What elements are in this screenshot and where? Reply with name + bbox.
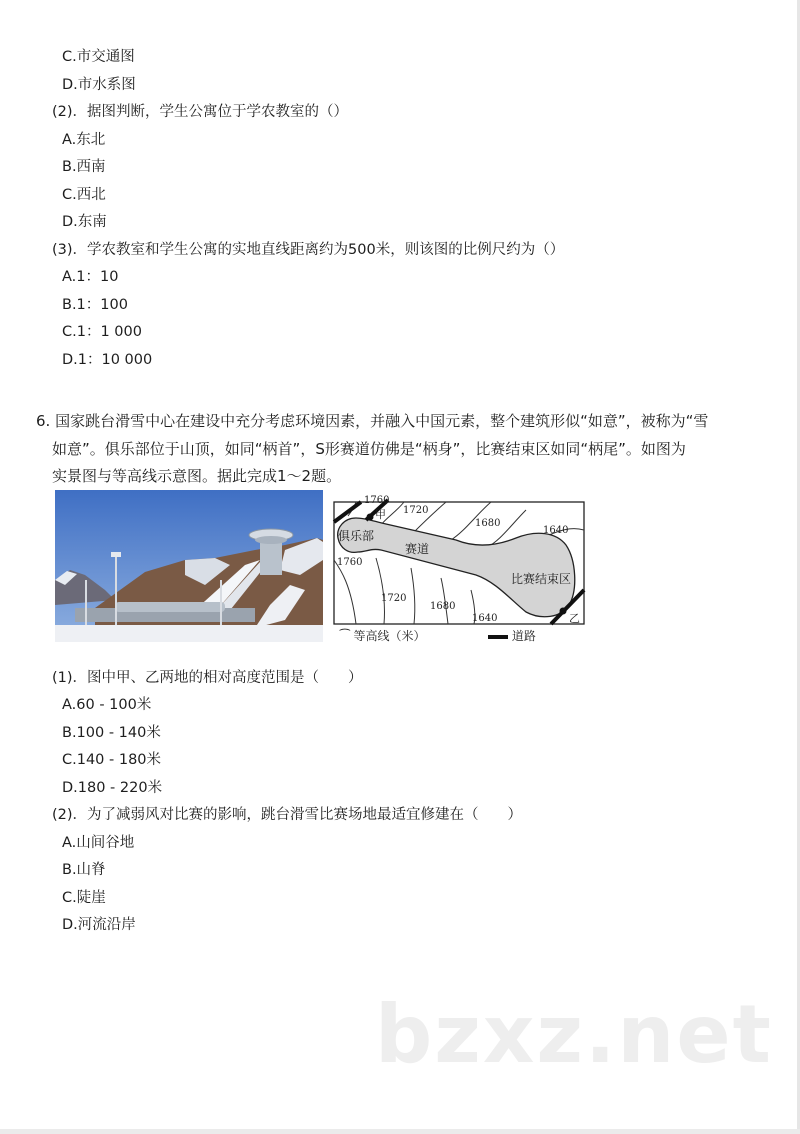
option-a: A.山间谷地	[62, 835, 135, 851]
svg-text:1640: 1640	[543, 525, 569, 536]
question-6-stem-cont: 实景图与等高线示意图。据此完成1～2题。	[52, 467, 342, 485]
question-stem: (2)．据图判断，学生公寓位于学农教室的（）	[52, 104, 349, 120]
question-stem: (3)．学农教室和学生公寓的实地直线距离约为500米，则该图的比例尺约为（）	[52, 242, 565, 258]
option-c: C.140 - 180米	[62, 752, 162, 768]
svg-text:1680: 1680	[475, 518, 501, 529]
option-c: C.西北	[62, 187, 106, 203]
option-d: D.市水系图	[62, 77, 136, 93]
option-b: B.1：100	[62, 297, 128, 313]
club-label: 俱乐部	[338, 529, 375, 543]
road-line-icon	[488, 635, 508, 639]
option-d: D.东南	[62, 214, 107, 230]
option-a: A.60 - 100米	[62, 697, 152, 713]
point-jia-label: 甲	[375, 508, 386, 521]
svg-text:1680: 1680	[430, 601, 456, 612]
road-legend-label: 道路	[511, 629, 536, 643]
ski-jump-photo	[55, 490, 323, 642]
question-6-stem-cont: 如意”。俱乐部位于山顶，如同“柄首”，S形赛道仿佛是“柄身”，比赛结束区如同“柄尾”。如图为	[52, 440, 686, 458]
road-legend	[488, 627, 536, 644]
point-yi-label: 乙	[569, 612, 580, 625]
svg-text:1720: 1720	[403, 505, 429, 516]
option-b: B.西南	[62, 159, 106, 175]
option-d: D.1：10 000	[62, 352, 153, 368]
svg-text:1720: 1720	[381, 593, 407, 604]
option-a: A.东北	[62, 132, 106, 148]
finish-area-label: 比赛结束区	[511, 572, 572, 586]
contour-legend-label: 等高线（米）	[353, 629, 426, 643]
option-d: D.180 - 220米	[62, 780, 163, 796]
option-a: A.1：10	[62, 269, 119, 285]
option-c: C.市交通图	[62, 49, 135, 65]
option-b: B.100 - 140米	[62, 725, 161, 741]
contour-line-icon: ⁀	[340, 629, 350, 643]
sub-question-2-stem: (2)．为了减弱风对比赛的影响，跳台滑雪比赛场地最适宜修建在（ ）	[52, 807, 523, 823]
contour-label: 1760	[364, 495, 390, 506]
page-edge-bottom	[0, 1129, 800, 1134]
contour-map	[326, 490, 592, 646]
svg-text:1640: 1640	[472, 613, 498, 624]
option-d: D.河流沿岸	[62, 917, 136, 933]
question-6-stem: 6. 国家跳台滑雪中心在建设中充分考虑环境因素，并融入中国元素，整个建筑形似“如意”，被称为“雪	[36, 412, 709, 430]
option-b: B.山脊	[62, 862, 106, 878]
contour-legend	[340, 627, 426, 644]
option-c: C.1：1 000	[62, 324, 142, 340]
svg-text:1760: 1760	[337, 557, 363, 568]
option-c: C.陡崖	[62, 890, 106, 906]
watermark: bzxz.net	[375, 988, 773, 1081]
track-label: 赛道	[405, 542, 430, 556]
sub-question-1-stem: (1)．图中甲、乙两地的相对高度范围是（ ）	[52, 670, 363, 686]
